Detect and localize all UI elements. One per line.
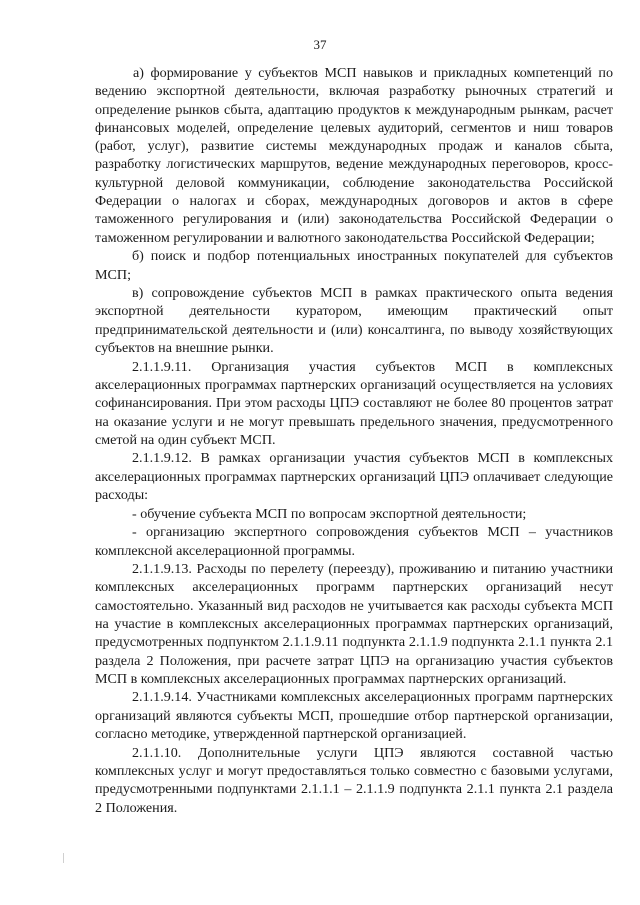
paragraph-2-1-1-10: 2.1.1.10. Дополнительные услуги ЦПЭ являются составной частью комплексных услуг и могут предоставляться только совместно с базовыми услугами, предусмотренными подпунктами 2.1.1.1 – 2.1.1.9 подпункта 2.1.1 пункта 2.1 раздела 2 Положения.	[95, 744, 613, 816]
page-number: 37	[313, 37, 327, 52]
scan-margin-mark	[63, 853, 64, 863]
paragraph-2-1-1-9-12: 2.1.1.9.12. В рамках организации участия субъектов МСП в комплексных акселерационных программах партнерских организаций ЦПЭ оплачивает следующие расходы:	[95, 450, 613, 504]
paragraph-item-b: б) поиск и подбор потенциальных иностранных покупателей для субъектов МСП;	[95, 248, 613, 283]
list-item-training: - обучение субъекта МСП по вопросам экспортной деятельности;	[132, 505, 527, 522]
paragraph-2-1-1-9-14: 2.1.1.9.14. Участниками комплексных акселерационных программ партнерских организаций являются субъекты МСП, прошедшие отбор партнерской организации, согласно методике, утвержденной партнерской организацией.	[95, 689, 613, 743]
document-body	[95, 64, 613, 817]
paragraph-item-v: в) сопровождение субъектов МСП в рамках практического опыта ведения экспортной деятельности куратором, имеющим практический опыт предпринимательской деятельности и (или) консалтинга, по выводу хозяйствующих субъектов на внешние рынки.	[95, 285, 613, 357]
paragraph-item-a: а) формирование у субъектов МСП навыков и прикладных компетенций по ведению экспортной деятельности, включая разработку рыночных стратегий и определение рынков сбыта, адаптацию продуктов к международным рынкам, расчет финансовых моделей, определение целевых аудиторий, сегментов и ниш товаров (работ, услуг), развитие системы международных продаж и каналов сбыта, разработку логистических маршрутов, ведение международных переговоров, кросс-культурной деловой коммуникации, соблюдение законодательства Российской Федерации о налогах и сборах, международных договоров и актов в сфере таможенного регулирования и (или) законодательства Российской Федерации о таможенном регулировании и валютного законодательства Российской Федерации;	[95, 65, 613, 246]
list-item-expert-support: - организацию экспертного сопровождения субъектов МСП – участников комплексной акселерационной программы.	[95, 524, 613, 559]
paragraph-2-1-1-9-13: 2.1.1.9.13. Расходы по перелету (переезду), проживанию и питанию участники комплексных акселерационных программ партнерских организаций несут самостоятельно. Указанный вид расходов не учитывается как расходы субъекта МСП на участие в комплексных акселерационных программах партнерских организаций, предусмотренных подпунктом 2.1.1.9.11 подпункта 2.1.1.9 подпункта 2.1.1 пункта 2.1 раздела 2 Положения, при расчете затрат ЦПЭ на организацию участия субъектов МСП в комплексных акселерационных программах партнерских организаций.	[95, 561, 613, 687]
paragraph-2-1-1-9-11: 2.1.1.9.11. Организация участия субъектов МСП в комплексных акселерационных программах партнерских организаций осуществляется на условиях софинансирования. При этом расходы ЦПЭ составляют не более 80 процентов затрат на оказание услуги и не могут превышать предельного значения, предусмотренного сметой на один субъект МСП.	[95, 358, 613, 448]
